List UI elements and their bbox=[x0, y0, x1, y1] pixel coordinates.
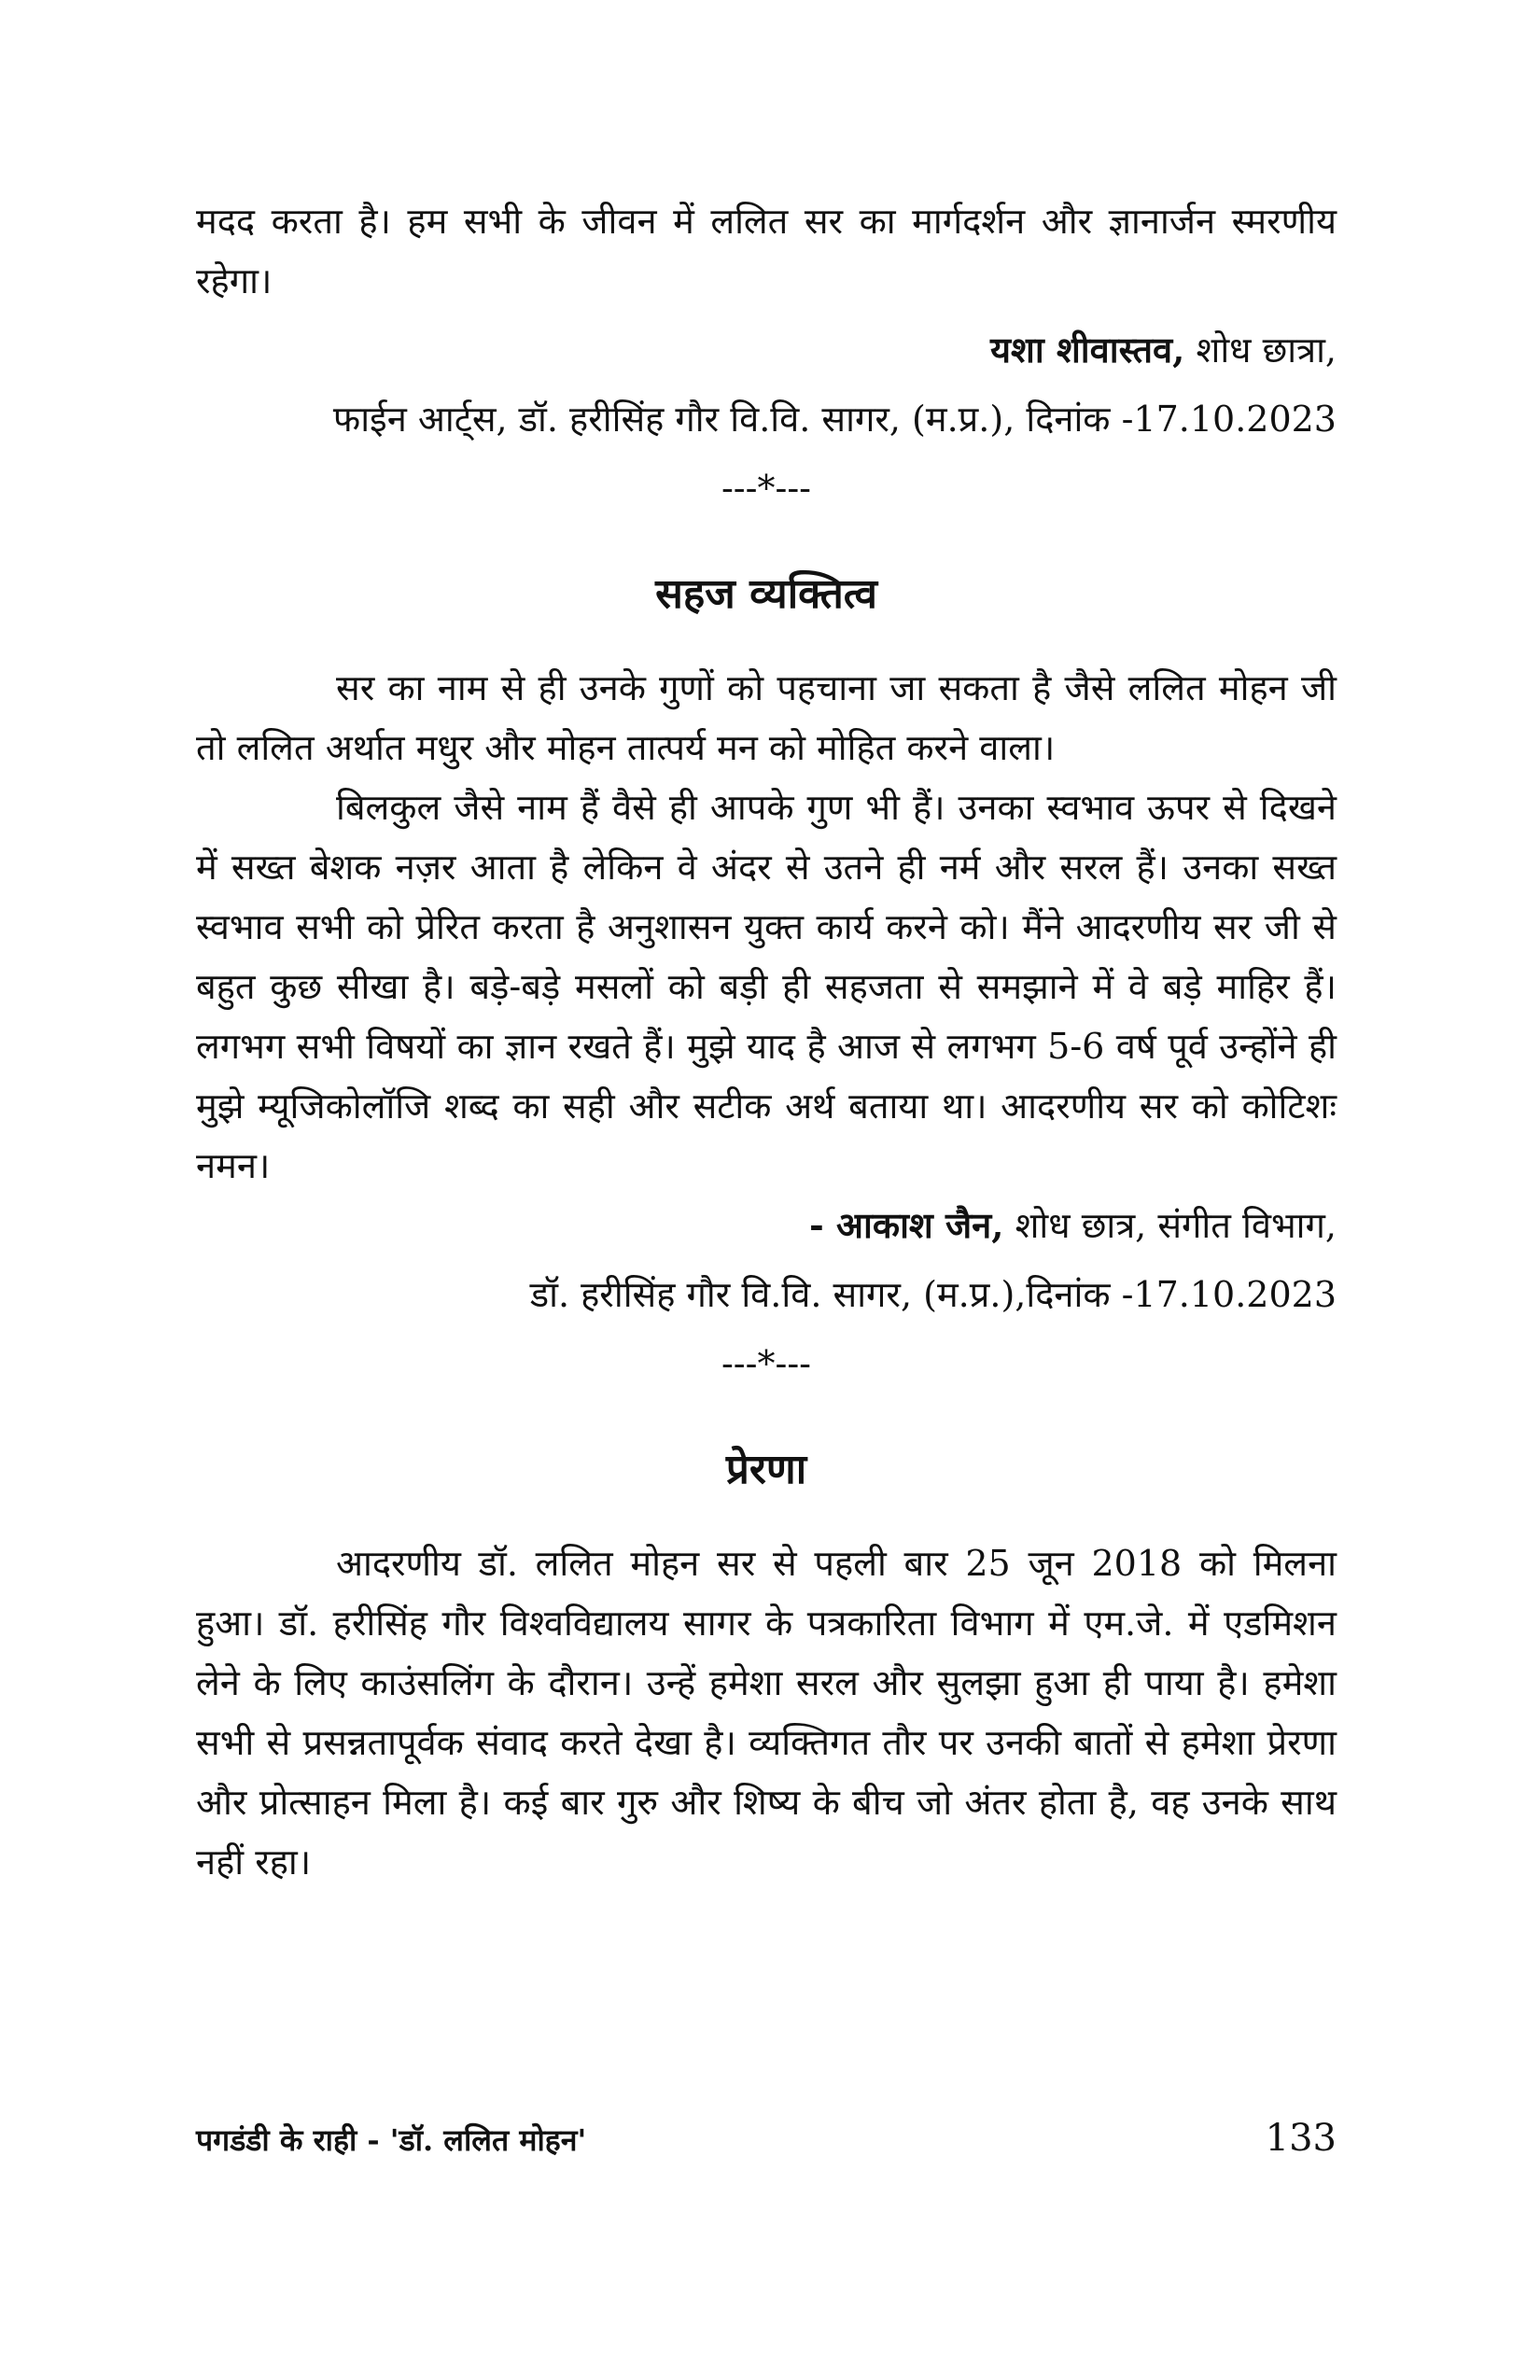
page-body bbox=[196, 191, 1337, 1892]
section2-signature bbox=[196, 1196, 1337, 1255]
section2-heading: सहज व्यक्तित्व bbox=[655, 570, 877, 618]
section3-paragraph: आदरणीय डॉ. ललित मोहन सर से पहली बार 25 जून 2018 को मिलना हुआ। डॉ. हरीसिंह गौर विश्वविद्यालय सागर के पत्रकारिता विभाग में एम.जे. में एडमिशन लेने के लिए काउंसलिंग के दौरान। उन्हें हमेशा सरल और सुलझा हुआ ही पाया है। हमेशा सभी से प्रसन्नतापूर्वक संवाद करते देखा है। व्यक्तिगत तौर पर उनकी बातों से हमेशा प्रेरणा और प्रोत्साहन मिला है। कई बार गुरु और शिष्य के बीच जो अंतर होता है, वह उनके साथ नहीं रहा। bbox=[196, 1543, 1337, 1883]
section2-author-name: - आकाश जैन, bbox=[809, 1204, 1004, 1246]
section1-separator: ---*--- bbox=[721, 468, 812, 509]
section2-author-role: शोध छात्र, संगीत विभाग, bbox=[1003, 1205, 1337, 1246]
page-number: 133 bbox=[1265, 2117, 1337, 2160]
section1-signature bbox=[196, 320, 1337, 380]
section2-separator: ---*--- bbox=[721, 1343, 812, 1384]
section3-heading: प्रेरणा bbox=[725, 1446, 807, 1493]
page-footer bbox=[196, 2117, 1337, 2160]
section2-paragraph1: सर का नाम से ही उनके गुणों को पहचाना जा सकता है जैसे ललित मोहन जी तो ललित अर्थात मधुर और मोहन तात्पर्य मन को मोहित करने वाला। bbox=[196, 667, 1337, 768]
section2-paragraph2: बिलकुल जैसे नाम हैं वैसे ही आपके गुण भी हैं। उनका स्वभाव ऊपर से दिखने में सख्त बेशक नज़र आता है लेकिन वे अंदर से उतने ही नर्म और सरल हैं। उनका सख्त स्वभाव सभी को प्रेरित करता है अनुशासन युक्त कार्य करने को। मैंने आदरणीय सर जी से बहुत कुछ सीखा है। बड़े-बड़े मसलों को बड़ी ही सहजता से समझाने में वे बड़े माहिर हैं। लगभग सभी विषयों का ज्ञान रखते हैं। मुझे याद है आज से लगभग 5-6 वर्ष पूर्व उन्होंने ही मुझे म्यूजिकोलॉजि शब्द का सही और सटीक अर्थ बताया था। आदरणीय सर को कोटिशः नमन। bbox=[196, 787, 1337, 1186]
section1-affiliation: फाईन आर्ट्स, डॉ. हरीसिंह गौर वि.वि. सागर, (म.प्र.), दिनांक -17.10.2023 bbox=[332, 399, 1337, 440]
section1-author-name: यशा शीवास्तव, bbox=[990, 329, 1185, 371]
footer-book-title: पगडंडी के राही - 'डॉ. ललित मोहन' bbox=[196, 2122, 587, 2158]
section1-author-role: शोध छात्रा, bbox=[1184, 329, 1337, 371]
section1-paragraph: मदद करता है। हम सभी के जीवन में ललित सर का मार्गदर्शन और ज्ञानार्जन स्मरणीय रहेगा। bbox=[196, 201, 1337, 301]
section2-affiliation: डॉ. हरीसिंह गौर वि.वि. सागर, (म.प्र.),दिनांक -17.10.2023 bbox=[529, 1274, 1337, 1315]
